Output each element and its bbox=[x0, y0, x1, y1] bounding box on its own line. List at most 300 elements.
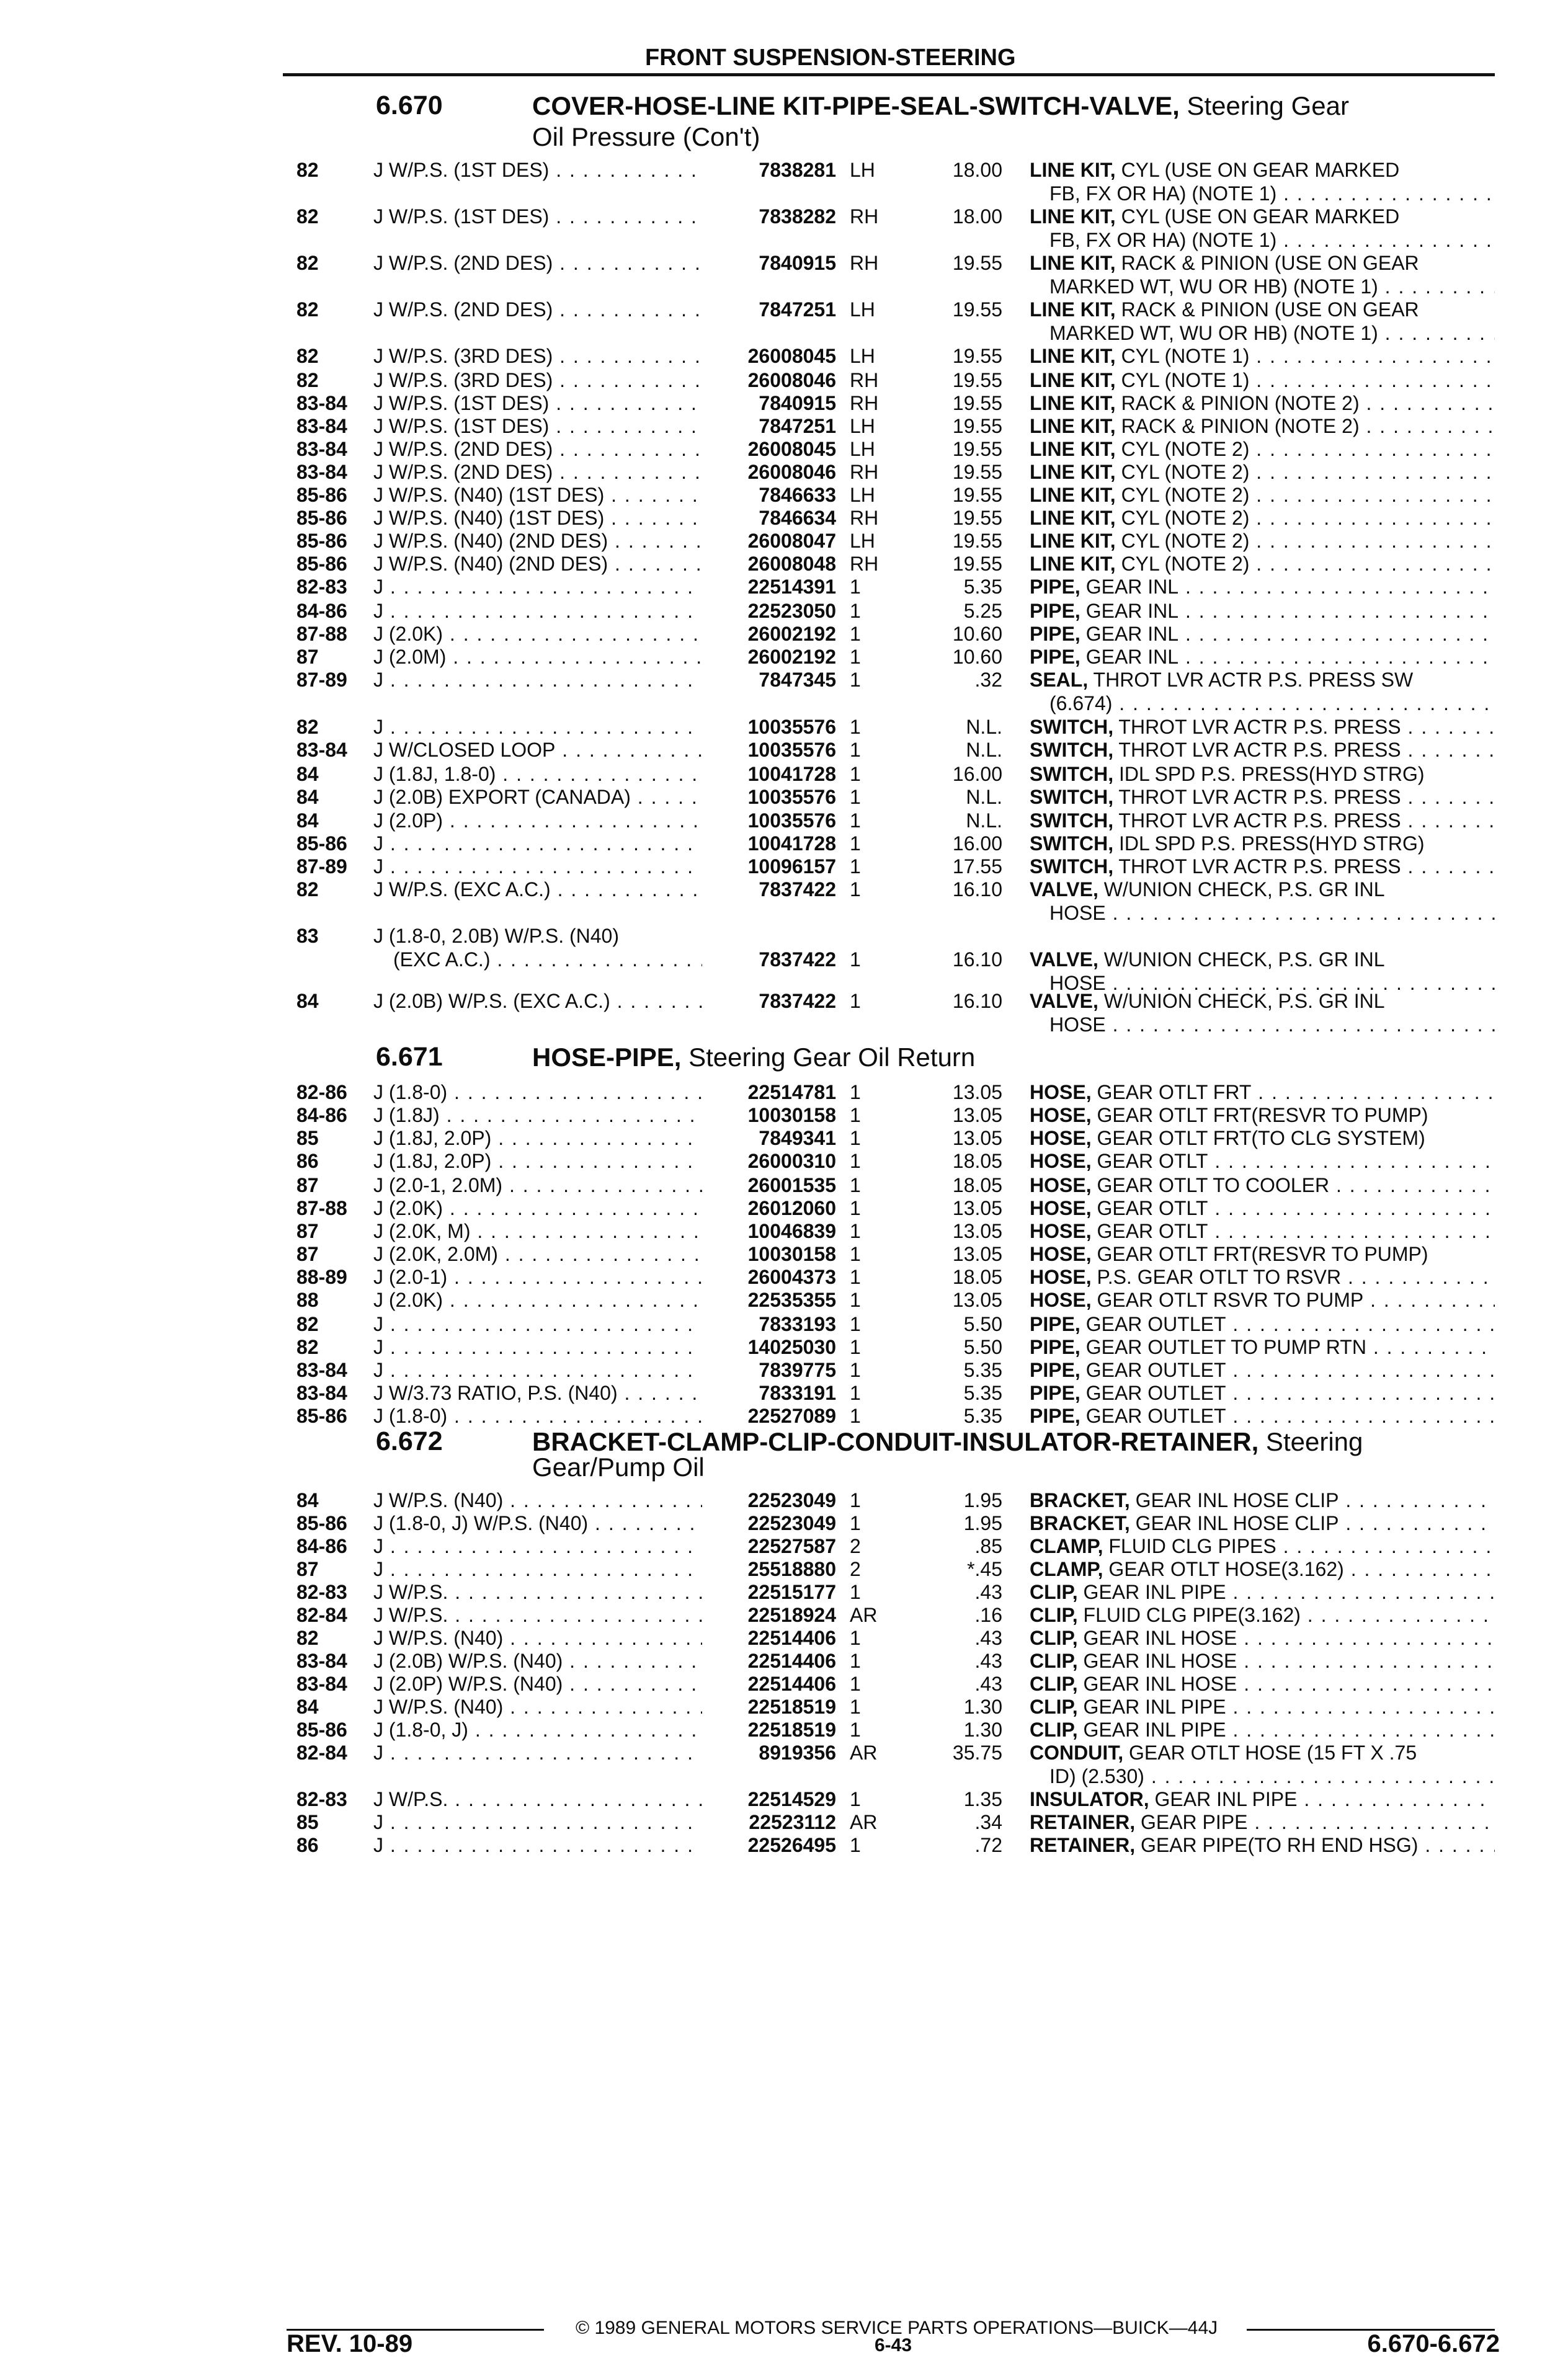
description bbox=[1030, 738, 1495, 762]
table-row bbox=[0, 878, 1568, 901]
application: J (1.8-0) . . . bbox=[373, 1404, 702, 1428]
description-noun: SWITCH, bbox=[1030, 832, 1114, 855]
description-continued: ID) (2.530) . . . bbox=[1049, 1764, 1495, 1788]
model-year: 82 bbox=[296, 369, 319, 391]
application: J W/P.S. . . . bbox=[373, 1580, 702, 1604]
description bbox=[1030, 251, 1495, 275]
quantity: 1 bbox=[850, 1512, 861, 1534]
model-year: 83 bbox=[296, 925, 319, 947]
price: N.L. bbox=[966, 786, 1002, 808]
part-number: 22514406 bbox=[747, 1627, 836, 1649]
price: .43 bbox=[974, 1581, 1002, 1603]
quantity: 2 bbox=[850, 1558, 861, 1580]
description-detail: GEAR INL PIPE bbox=[1077, 1581, 1226, 1603]
table-row bbox=[0, 1810, 1568, 1834]
description bbox=[1030, 205, 1495, 228]
quantity: 1 bbox=[850, 1243, 861, 1265]
section-title bbox=[532, 93, 1349, 119]
table-row bbox=[0, 1718, 1568, 1742]
description bbox=[1030, 645, 1495, 669]
price: 19.55 bbox=[952, 553, 1002, 575]
price: .32 bbox=[974, 669, 1002, 691]
quantity: 1 bbox=[850, 855, 861, 878]
part-number: 7849341 bbox=[759, 1127, 836, 1149]
page-title: FRONT SUSPENSION-STEERING bbox=[645, 45, 1016, 71]
description-noun: LINE KIT, bbox=[1030, 553, 1116, 575]
part-number: 26012060 bbox=[747, 1197, 836, 1219]
price: 5.35 bbox=[963, 1382, 1002, 1404]
description bbox=[1030, 529, 1495, 553]
price: .85 bbox=[974, 1535, 1002, 1557]
application: J . . . bbox=[373, 1810, 702, 1834]
price: 16.10 bbox=[952, 990, 1002, 1012]
quantity: LH bbox=[850, 530, 875, 552]
model-year: 83-84 bbox=[296, 1382, 347, 1404]
table-row bbox=[0, 552, 1568, 576]
part-number: 7840915 bbox=[759, 252, 836, 274]
application: J W/P.S. (2ND DES) . . . bbox=[373, 437, 702, 461]
description bbox=[1030, 1557, 1495, 1581]
description-noun: HOSE, bbox=[1030, 1127, 1092, 1149]
description-noun: CLIP, bbox=[1030, 1604, 1078, 1626]
price: 16.00 bbox=[952, 832, 1002, 855]
price: 1.30 bbox=[963, 1719, 1002, 1741]
part-number: 22514529 bbox=[747, 1788, 836, 1810]
quantity: LH bbox=[850, 345, 875, 367]
quantity: LH bbox=[850, 484, 875, 506]
table-row bbox=[0, 205, 1568, 228]
part-number: 10041728 bbox=[747, 832, 836, 855]
description-detail: CYL (NOTE 2) bbox=[1115, 553, 1250, 575]
model-year: 82 bbox=[296, 252, 319, 274]
description-noun: BRACKET, bbox=[1030, 1512, 1130, 1534]
description-detail: IDL SPD P.S. PRESS(HYD STRG) bbox=[1113, 832, 1425, 855]
description bbox=[1030, 506, 1495, 530]
model-year: 85-86 bbox=[296, 507, 347, 529]
description bbox=[1030, 1787, 1495, 1811]
description-detail: W/UNION CHECK, P.S. GR INL bbox=[1098, 878, 1385, 901]
description-detail: THROT LVR ACTR P.S. PRESS bbox=[1113, 809, 1401, 832]
table-row bbox=[0, 1695, 1568, 1719]
application: J . . . bbox=[373, 1335, 702, 1359]
price: 5.35 bbox=[963, 1405, 1002, 1427]
price: 19.55 bbox=[952, 252, 1002, 274]
description-noun: LINE KIT, bbox=[1030, 392, 1116, 414]
part-number: 10035576 bbox=[747, 786, 836, 808]
description-noun: SWITCH, bbox=[1030, 763, 1114, 785]
part-number: 26004373 bbox=[747, 1266, 836, 1288]
description bbox=[1030, 1126, 1495, 1150]
description-continued: HOSE . . . bbox=[1049, 971, 1495, 995]
description-noun: VALVE, bbox=[1030, 878, 1098, 901]
quantity: RH bbox=[850, 252, 879, 274]
quantity: 1 bbox=[850, 600, 861, 622]
application: J W/P.S. (1ST DES) . . . bbox=[373, 205, 702, 228]
description bbox=[1030, 1358, 1495, 1382]
description-detail: GEAR OUTLET bbox=[1080, 1382, 1226, 1404]
description-noun: LINE KIT, bbox=[1030, 507, 1116, 529]
description-detail: CYL (NOTE 2) bbox=[1115, 484, 1250, 506]
description-detail: GEAR OTLT FRT(RESVR TO PUMP) bbox=[1091, 1104, 1428, 1126]
description bbox=[1030, 1080, 1495, 1104]
price: 18.00 bbox=[952, 205, 1002, 228]
quantity: 1 bbox=[850, 1336, 861, 1358]
part-number: 26002192 bbox=[747, 623, 836, 645]
model-year: 87-88 bbox=[296, 623, 347, 645]
quantity: 1 bbox=[850, 1104, 861, 1126]
application: J (2.0P) W/P.S. (N40) . . . bbox=[373, 1672, 702, 1696]
application: J W/P.S. (N40) . . . bbox=[373, 1626, 702, 1650]
description-continued: MARKED WT, WU OR HB) (NOTE 1) . . . bbox=[1049, 321, 1495, 345]
table-row bbox=[0, 762, 1568, 786]
model-year: 82 bbox=[296, 1313, 319, 1335]
table-row bbox=[0, 599, 1568, 623]
model-year: 85-86 bbox=[296, 530, 347, 552]
table-row bbox=[0, 1358, 1568, 1382]
price: 19.55 bbox=[952, 369, 1002, 391]
quantity: 1 bbox=[850, 1382, 861, 1404]
quantity: 1 bbox=[850, 1174, 861, 1196]
table-row bbox=[0, 529, 1568, 553]
part-number: 22527587 bbox=[747, 1535, 836, 1557]
model-year: 82-83 bbox=[296, 1788, 347, 1810]
table-row bbox=[0, 391, 1568, 415]
description-noun: PIPE, bbox=[1030, 623, 1080, 645]
application: J (1.8J, 1.8-0) . . . bbox=[373, 762, 702, 786]
part-number: 22523112 bbox=[749, 1811, 836, 1833]
table-row bbox=[0, 738, 1568, 762]
part-number: 22518519 bbox=[747, 1696, 836, 1718]
part-number: 10035576 bbox=[747, 716, 836, 738]
section-title-bold: BRACKET-CLAMP-CLIP-CONDUIT-INSULATOR-RETAINER, bbox=[532, 1427, 1259, 1456]
footer-page-number: 6-43 bbox=[875, 2335, 912, 2356]
description-detail: RACK & PINION (NOTE 2) bbox=[1115, 392, 1360, 414]
description bbox=[1030, 1511, 1495, 1535]
description bbox=[1030, 1718, 1495, 1742]
price: 1.95 bbox=[963, 1489, 1002, 1511]
model-year: 88 bbox=[296, 1289, 319, 1311]
application: J W/P.S. (1ST DES) . . . bbox=[373, 414, 702, 438]
footer-copyright: © 1989 GENERAL MOTORS SERVICE PARTS OPERATIONS—BUICK—44J bbox=[576, 2318, 1218, 2338]
quantity: 1 bbox=[850, 1696, 861, 1718]
description bbox=[1030, 762, 1495, 786]
description-noun: LINE KIT, bbox=[1030, 530, 1116, 552]
description-detail: GEAR OTLT RSVR TO PUMP bbox=[1091, 1289, 1364, 1311]
price: .43 bbox=[974, 1650, 1002, 1672]
description bbox=[1030, 1626, 1495, 1650]
table-row bbox=[0, 1265, 1568, 1289]
quantity: LH bbox=[850, 298, 875, 321]
table-row bbox=[0, 460, 1568, 484]
description-noun: HOSE, bbox=[1030, 1174, 1092, 1196]
model-year: 84 bbox=[296, 990, 319, 1012]
description-detail: GEAR OUTLET bbox=[1080, 1313, 1226, 1335]
model-year: 84 bbox=[296, 763, 319, 785]
description-detail: CYL (NOTE 1) bbox=[1115, 369, 1250, 391]
quantity: 1 bbox=[850, 1197, 861, 1219]
table-row bbox=[0, 575, 1568, 598]
description-noun: RETAINER, bbox=[1030, 1811, 1136, 1833]
description bbox=[1030, 785, 1495, 809]
application-continued: (EXC A.C.) . . . bbox=[393, 948, 702, 971]
price: *.45 bbox=[967, 1558, 1002, 1580]
table-row bbox=[0, 645, 1568, 669]
description bbox=[1030, 599, 1495, 623]
application: J W/P.S. (1ST DES) . . . bbox=[373, 158, 702, 182]
part-number: 7833193 bbox=[759, 1313, 836, 1335]
description-noun: CLIP, bbox=[1030, 1719, 1078, 1741]
price: .43 bbox=[974, 1673, 1002, 1695]
description-detail: CYL (USE ON GEAR MARKED bbox=[1115, 159, 1400, 181]
part-number: 7840915 bbox=[759, 392, 836, 414]
part-number: 7846633 bbox=[759, 484, 836, 506]
quantity: 1 bbox=[850, 1627, 861, 1649]
table-row bbox=[0, 1149, 1568, 1173]
quantity: AR bbox=[850, 1604, 878, 1626]
description-noun: BRACKET, bbox=[1030, 1489, 1130, 1511]
description-continued: HOSE . . . bbox=[1049, 1013, 1495, 1036]
description-detail: FLUID CLG PIPE(3.162) bbox=[1077, 1604, 1301, 1626]
model-year: 83-84 bbox=[296, 1650, 347, 1672]
description-continued: FB, FX OR HA) (NOTE 1) . . . bbox=[1049, 228, 1495, 252]
quantity: 1 bbox=[850, 809, 861, 832]
application: J (1.8J, 2.0P) . . . bbox=[373, 1149, 702, 1173]
part-number: 22535355 bbox=[747, 1289, 836, 1311]
model-year: 87 bbox=[296, 1558, 319, 1580]
application: J (2.0M) . . . bbox=[373, 645, 702, 669]
description-detail: GEAR OUTLET TO PUMP RTN bbox=[1080, 1336, 1366, 1358]
application: J . . . bbox=[373, 575, 702, 598]
part-number: 26000310 bbox=[747, 1150, 836, 1172]
quantity: AR bbox=[850, 1742, 878, 1764]
model-year: 87 bbox=[296, 1220, 319, 1242]
price: 18.05 bbox=[952, 1266, 1002, 1288]
part-number: 14025030 bbox=[747, 1336, 836, 1358]
model-year: 83-84 bbox=[296, 461, 347, 483]
table-row bbox=[0, 1242, 1568, 1266]
table-row bbox=[0, 785, 1568, 809]
description-detail: GEAR PIPE bbox=[1135, 1811, 1248, 1833]
model-year: 87 bbox=[296, 646, 319, 668]
description-detail: GEAR OTLT FRT bbox=[1091, 1081, 1252, 1103]
description-noun: HOSE, bbox=[1030, 1104, 1092, 1126]
model-year: 82-84 bbox=[296, 1742, 347, 1764]
model-year: 84 bbox=[296, 1696, 319, 1718]
description-noun: PIPE, bbox=[1030, 646, 1080, 668]
description-detail: RACK & PINION (USE ON GEAR bbox=[1115, 298, 1419, 321]
price: .16 bbox=[974, 1604, 1002, 1626]
quantity: 1 bbox=[850, 1150, 861, 1172]
description-noun: PIPE, bbox=[1030, 1382, 1080, 1404]
table-row bbox=[0, 622, 1568, 646]
description-detail: CYL (NOTE 2) bbox=[1115, 461, 1250, 483]
model-year: 85-86 bbox=[296, 1512, 347, 1534]
section-title-line2: Gear/Pump Oil bbox=[532, 1453, 705, 1482]
description-detail: P.S. GEAR OTLT TO RSVR bbox=[1091, 1266, 1342, 1288]
description-detail: FLUID CLG PIPES bbox=[1103, 1535, 1276, 1557]
description-detail: GEAR OTLT FRT(RESVR TO PUMP) bbox=[1091, 1243, 1428, 1265]
part-number: 26008045 bbox=[747, 345, 836, 367]
description bbox=[1030, 832, 1495, 855]
table-row bbox=[0, 809, 1568, 832]
quantity: 1 bbox=[850, 1266, 861, 1288]
quantity: 1 bbox=[850, 576, 861, 598]
model-year: 82-86 bbox=[296, 1081, 347, 1103]
model-year: 85 bbox=[296, 1127, 319, 1149]
description-noun: HOSE, bbox=[1030, 1289, 1092, 1311]
model-year: 82 bbox=[296, 716, 319, 738]
quantity: 1 bbox=[850, 1289, 861, 1311]
application: J (1.8-0) . . . bbox=[373, 1080, 702, 1104]
description-noun: HOSE, bbox=[1030, 1243, 1092, 1265]
application: J . . . bbox=[373, 1534, 702, 1558]
quantity: LH bbox=[850, 415, 875, 437]
table-row bbox=[0, 483, 1568, 507]
application: J . . . bbox=[373, 715, 702, 739]
application: J (1.8J) . . . bbox=[373, 1103, 702, 1127]
price: 18.00 bbox=[952, 159, 1002, 181]
description-noun: LINE KIT, bbox=[1030, 205, 1116, 228]
part-number: 22514406 bbox=[747, 1650, 836, 1672]
application: J (1.8-0, J) . . . bbox=[373, 1718, 702, 1742]
part-number: 26002192 bbox=[747, 646, 836, 668]
section-title-rest: Steering Gear bbox=[1179, 91, 1349, 120]
part-number: 10030158 bbox=[747, 1104, 836, 1126]
description bbox=[1030, 1265, 1495, 1289]
part-number: 22514781 bbox=[747, 1081, 836, 1103]
part-number: 7846634 bbox=[759, 507, 836, 529]
description bbox=[1030, 622, 1495, 646]
model-year: 86 bbox=[296, 1150, 319, 1172]
description-detail: W/UNION CHECK, P.S. GR INL bbox=[1098, 948, 1385, 971]
application: J (2.0K) . . . bbox=[373, 1196, 702, 1220]
price: 19.55 bbox=[952, 507, 1002, 529]
description bbox=[1030, 1488, 1495, 1512]
section-number: 6.672 bbox=[376, 1426, 443, 1456]
table-row bbox=[0, 1080, 1568, 1104]
application: J W/P.S. (N40) . . . bbox=[373, 1695, 702, 1719]
quantity: 1 bbox=[850, 1081, 861, 1103]
price: 19.55 bbox=[952, 392, 1002, 414]
application: J W/3.73 RATIO, P.S. (N40) . . . bbox=[373, 1381, 702, 1405]
section-title-rest: Steering Gear Oil Return bbox=[681, 1043, 976, 1072]
part-number: 7847251 bbox=[759, 415, 836, 437]
description bbox=[1030, 391, 1495, 415]
description-noun: SWITCH, bbox=[1030, 809, 1114, 832]
model-year: 87-89 bbox=[296, 855, 347, 878]
description bbox=[1030, 437, 1495, 461]
table-row bbox=[0, 1126, 1568, 1150]
description-detail: GEAR INL HOSE CLIP bbox=[1129, 1489, 1339, 1511]
application: J W/P.S. . . . bbox=[373, 1603, 702, 1627]
table-row bbox=[0, 1787, 1568, 1811]
quantity: 1 bbox=[850, 1834, 861, 1856]
quantity: 1 bbox=[850, 1359, 861, 1381]
model-year: 82 bbox=[296, 298, 319, 321]
application: J W/P.S. (3RD DES) . . . bbox=[373, 368, 702, 392]
description bbox=[1030, 1335, 1495, 1359]
model-year: 87-88 bbox=[296, 1197, 347, 1219]
description-continued: (6.674) . . . bbox=[1049, 692, 1495, 715]
application: J . . . bbox=[373, 832, 702, 855]
quantity: 1 bbox=[850, 623, 861, 645]
description-noun: PIPE, bbox=[1030, 576, 1080, 598]
table-row bbox=[0, 1534, 1568, 1558]
application: J (2.0-1, 2.0M) . . . bbox=[373, 1173, 702, 1197]
description-noun: SEAL, bbox=[1030, 669, 1089, 691]
description bbox=[1030, 1219, 1495, 1243]
description-noun: PIPE, bbox=[1030, 1359, 1080, 1381]
part-number: 7847251 bbox=[759, 298, 836, 321]
model-year: 84-86 bbox=[296, 1104, 347, 1126]
part-number: 10096157 bbox=[747, 855, 836, 878]
description bbox=[1030, 460, 1495, 484]
description-noun: CONDUIT, bbox=[1030, 1742, 1124, 1764]
description-noun: HOSE, bbox=[1030, 1266, 1092, 1288]
price: N.L. bbox=[966, 739, 1002, 761]
price: 35.75 bbox=[952, 1742, 1002, 1764]
model-year: 83-84 bbox=[296, 1359, 347, 1381]
table-row bbox=[0, 1580, 1568, 1604]
description-detail: GEAR INL HOSE bbox=[1077, 1627, 1237, 1649]
model-year: 83-84 bbox=[296, 739, 347, 761]
model-year: 84 bbox=[296, 786, 319, 808]
description-noun: CLIP, bbox=[1030, 1673, 1078, 1695]
application: J (2.0K) . . . bbox=[373, 622, 702, 646]
quantity: RH bbox=[850, 461, 879, 483]
description bbox=[1030, 1404, 1495, 1428]
description-detail: CYL (NOTE 2) bbox=[1115, 507, 1250, 529]
table-row bbox=[0, 1335, 1568, 1359]
price: 19.55 bbox=[952, 345, 1002, 367]
description-noun: SWITCH, bbox=[1030, 786, 1114, 808]
application: J W/P.S. (3RD DES) . . . bbox=[373, 344, 702, 368]
model-year: 87-89 bbox=[296, 669, 347, 691]
price: 13.05 bbox=[952, 1081, 1002, 1103]
description-detail: THROT LVR ACTR P.S. PRESS bbox=[1113, 739, 1401, 761]
table-row bbox=[0, 1196, 1568, 1220]
description-noun: LINE KIT, bbox=[1030, 415, 1116, 437]
table-row bbox=[0, 298, 1568, 321]
application: J W/P.S. (N40) (2ND DES) . . . bbox=[373, 529, 702, 553]
description-detail: GEAR OTLT bbox=[1091, 1197, 1208, 1219]
description bbox=[1030, 989, 1495, 1013]
description-detail: GEAR OUTLET bbox=[1080, 1405, 1226, 1427]
model-year: 87 bbox=[296, 1243, 319, 1265]
quantity: 1 bbox=[850, 716, 861, 738]
quantity: RH bbox=[850, 553, 879, 575]
price: 1.95 bbox=[963, 1512, 1002, 1534]
application: J . . . bbox=[373, 599, 702, 623]
part-number: 25518880 bbox=[747, 1558, 836, 1580]
table-row bbox=[0, 989, 1568, 1013]
quantity: 1 bbox=[850, 763, 861, 785]
description bbox=[1030, 668, 1495, 692]
table-row bbox=[0, 1741, 1568, 1764]
description bbox=[1030, 1103, 1495, 1127]
description-noun: HOSE, bbox=[1030, 1197, 1092, 1219]
quantity: 1 bbox=[850, 878, 861, 901]
model-year: 85-86 bbox=[296, 1405, 347, 1427]
quantity: RH bbox=[850, 205, 879, 228]
description bbox=[1030, 1810, 1495, 1834]
application: J (1.8-0, J) W/P.S. (N40) . . . bbox=[373, 1511, 702, 1535]
model-year: 85 bbox=[296, 1811, 319, 1833]
quantity: RH bbox=[850, 369, 879, 391]
quantity: 1 bbox=[850, 1673, 861, 1695]
description bbox=[1030, 878, 1495, 901]
table-row bbox=[0, 1557, 1568, 1581]
